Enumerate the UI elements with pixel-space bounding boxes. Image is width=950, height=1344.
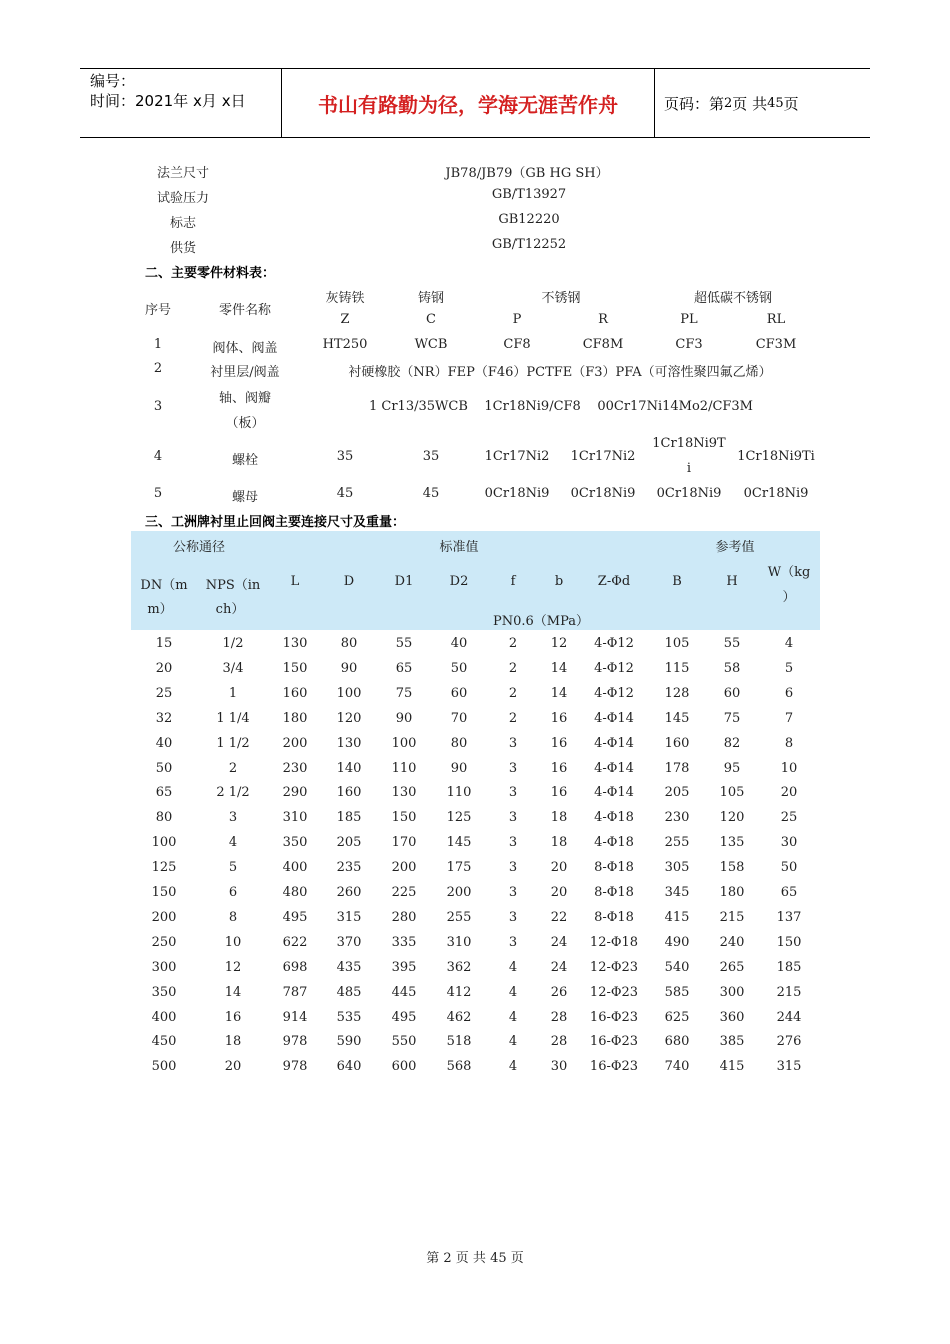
- table-cell: 80: [155, 810, 173, 826]
- table-cell: 158: [719, 860, 745, 876]
- table-cell: 435: [336, 959, 362, 975]
- table-cell: 75: [723, 710, 741, 726]
- table-cell: 150: [776, 934, 802, 950]
- table-cell: 60: [450, 685, 468, 701]
- table-cell: 70: [450, 710, 468, 726]
- table-cell: 622: [282, 934, 308, 950]
- table-cell: 12: [550, 636, 568, 651]
- table-cell: 50: [780, 860, 798, 876]
- table-cell: 240: [719, 934, 745, 950]
- table-cell: 20: [155, 660, 173, 676]
- table-cell: 90: [340, 660, 358, 676]
- table-cell: 485: [336, 984, 362, 1000]
- table-cell: 350: [282, 835, 308, 851]
- col-header-nps: NPS（in: [205, 578, 261, 593]
- code-header: C: [426, 312, 436, 327]
- pressure-label: PN0.6（MPa）: [492, 614, 590, 629]
- table-cell: 500: [151, 1059, 177, 1075]
- table-cell: 20: [550, 860, 568, 876]
- table-cell: 4-Φ12: [594, 636, 634, 651]
- group-header: 铸钢: [417, 291, 445, 306]
- standard-label: 供货: [170, 241, 197, 256]
- col-header: f: [510, 574, 516, 589]
- table-cell: 18: [224, 1034, 242, 1050]
- material-cell: 0Cr18Ni9: [570, 486, 636, 501]
- table-cell: 400: [151, 1009, 177, 1025]
- group-header-standard: 标准值: [439, 540, 479, 555]
- table-cell: 14: [550, 660, 568, 676]
- table-cell: 4: [228, 835, 238, 851]
- table-cell: 128: [664, 685, 690, 701]
- table-cell: 14: [550, 685, 568, 701]
- table-cell: 185: [776, 959, 802, 975]
- table-cell: 362: [446, 959, 472, 975]
- table-cell: 110: [391, 760, 417, 776]
- table-cell: 698: [282, 959, 308, 975]
- table-cell: 8-Φ18: [594, 860, 634, 876]
- table-cell: 58: [723, 660, 741, 676]
- table-cell: 335: [391, 934, 417, 950]
- table-cell: 4-Φ14: [594, 785, 634, 801]
- table-cell: 540: [664, 959, 690, 975]
- group-header: 不锈钢: [541, 291, 581, 306]
- table-cell: 205: [664, 785, 690, 801]
- table-cell: 150: [391, 810, 417, 826]
- code-header: RL: [766, 312, 786, 327]
- table-cell: 4: [508, 1009, 518, 1025]
- material-cell: WCB: [414, 337, 448, 352]
- table-cell: 6: [228, 885, 238, 900]
- table-cell: 130: [282, 636, 308, 651]
- table-cell: 6: [784, 685, 794, 701]
- table-cell: 3: [508, 860, 518, 876]
- table-cell: 235: [336, 860, 362, 876]
- table-cell: 125: [446, 810, 472, 826]
- table-cell: 100: [336, 685, 362, 701]
- table-cell: 450: [151, 1034, 177, 1050]
- table-cell: 40: [450, 636, 468, 651]
- table-cell: 3: [508, 909, 518, 925]
- table-cell: 4-Φ12: [594, 660, 634, 676]
- material-cell: 0Cr18Ni9: [656, 486, 722, 501]
- material-cell: 45: [422, 486, 440, 501]
- material-cell: 0Cr18Ni9: [743, 486, 809, 501]
- table-cell: 200: [151, 909, 177, 925]
- group-header-nominal: 公称通径: [172, 540, 226, 555]
- table-cell: 2: [508, 660, 518, 676]
- table-cell: 215: [776, 984, 802, 1000]
- table-cell: 26: [550, 984, 568, 1000]
- table-cell: 3/4: [222, 660, 244, 676]
- table-cell: 15: [155, 636, 173, 651]
- table-cell: 4-Φ14: [594, 735, 634, 751]
- table-cell: 4-Φ14: [594, 760, 634, 776]
- table-cell: 18: [550, 810, 568, 826]
- header-info: [90, 71, 280, 111]
- table-cell: 65: [155, 785, 173, 801]
- table-cell: 480: [282, 885, 308, 900]
- page-header: [80, 68, 870, 138]
- table-cell: 462: [446, 1009, 472, 1025]
- table-cell: 585: [664, 984, 690, 1000]
- col-header: D2: [449, 574, 469, 589]
- col-header-w: ）: [782, 590, 796, 605]
- table-cell: 32: [155, 710, 173, 726]
- material-cell: CF3M: [755, 337, 797, 352]
- col-header-dn: m）: [147, 602, 173, 617]
- table-cell: 215: [719, 909, 745, 925]
- table-cell: 7: [784, 710, 794, 726]
- table-cell: 55: [395, 636, 413, 651]
- table-cell: 160: [664, 735, 690, 751]
- table-cell: 185: [336, 810, 362, 826]
- material-cell: 1Cr17Ni2: [484, 449, 550, 464]
- table-cell: 5: [784, 660, 794, 676]
- code-header: PL: [680, 312, 698, 327]
- table-cell: 75: [395, 685, 413, 701]
- table-cell: 5: [228, 860, 238, 876]
- material-cell: HT250: [322, 337, 368, 352]
- table-cell: 20: [224, 1059, 242, 1075]
- table-cell: 200: [391, 860, 417, 876]
- table-cell: 3: [508, 785, 518, 801]
- standard-value: GB/T13927: [491, 187, 567, 202]
- standard-value: GB/T12252: [491, 237, 567, 252]
- table-cell: 16: [550, 760, 568, 776]
- table-cell: 160: [282, 685, 308, 701]
- table-cell: 4: [508, 984, 518, 1000]
- table-cell: 4-Φ18: [594, 835, 634, 851]
- col-header: Z-Φd: [597, 574, 631, 589]
- table-cell: 16: [550, 735, 568, 751]
- table-cell: 640: [336, 1059, 362, 1075]
- table-cell: 350: [151, 984, 177, 1000]
- table-cell: 90: [395, 710, 413, 726]
- table-cell: 65: [395, 660, 413, 676]
- col-header-dn: DN（m: [140, 578, 188, 593]
- table-cell: 625: [664, 1009, 690, 1025]
- table-cell: 145: [446, 835, 472, 851]
- standard-value: JB78/JB79（GB HG SH）: [445, 166, 609, 181]
- col-header: D1: [394, 574, 414, 589]
- table-cell: 160: [336, 785, 362, 801]
- table-cell: 680: [664, 1034, 690, 1050]
- table-cell: 10: [780, 760, 798, 776]
- table-cell: 12: [224, 959, 242, 975]
- table-cell: 4: [508, 959, 518, 975]
- standard-label: 试验压力: [157, 191, 210, 206]
- table-cell: 30: [550, 1059, 568, 1075]
- table-cell: 8-Φ18: [594, 885, 634, 900]
- table-cell: 200: [282, 735, 308, 751]
- table-cell: 2: [508, 636, 518, 651]
- table-cell: 244: [776, 1009, 802, 1025]
- material-cell: CF8M: [582, 337, 624, 352]
- table-cell: 495: [391, 1009, 417, 1025]
- table-cell: 110: [446, 785, 472, 801]
- row-part: 衬里层/阀盖: [210, 365, 280, 380]
- table-cell: 300: [719, 984, 745, 1000]
- table-cell: 395: [391, 959, 417, 975]
- table-cell: 28: [550, 1009, 568, 1025]
- table-cell: 265: [719, 959, 745, 975]
- table-cell: 12-Φ23: [589, 959, 639, 975]
- time-line: 时间：2021年 x月 x日: [90, 92, 246, 110]
- table-cell: 135: [719, 835, 745, 851]
- table-cell: 3: [228, 810, 238, 826]
- col-header: H: [726, 574, 738, 589]
- table-cell: 8: [784, 735, 794, 751]
- row-seq: 1: [153, 337, 163, 352]
- table-cell: 518: [446, 1034, 472, 1050]
- table-cell: 2: [508, 685, 518, 701]
- table-cell: 24: [550, 934, 568, 950]
- table-cell: 65: [780, 885, 798, 900]
- table-cell: 50: [450, 660, 468, 676]
- page-indicator: 页码：第 2 页 共 45 页: [664, 94, 799, 113]
- table-cell: 3: [508, 810, 518, 826]
- table-cell: 180: [719, 885, 745, 900]
- table-cell: 125: [151, 860, 177, 876]
- table-cell: 490: [664, 934, 690, 950]
- col-header: L: [290, 574, 300, 589]
- table-cell: 80: [340, 636, 358, 651]
- table-cell: 255: [446, 909, 472, 925]
- table-cell: 568: [446, 1059, 472, 1075]
- table-cell: 276: [776, 1034, 802, 1050]
- table-cell: 415: [664, 909, 690, 925]
- section-title-materials: 二、主要零件材料表：: [145, 266, 276, 281]
- table-cell: 978: [282, 1034, 308, 1050]
- table-cell: 10: [224, 934, 242, 950]
- table-cell: 130: [336, 735, 362, 751]
- code-header: R: [598, 312, 608, 327]
- table-cell: 80: [450, 735, 468, 751]
- motto-box: [281, 69, 655, 137]
- table-cell: 3: [508, 885, 518, 900]
- table-cell: 4: [508, 1059, 518, 1075]
- table-cell: 345: [664, 885, 690, 900]
- table-cell: 3: [508, 760, 518, 776]
- material-span: 衬硬橡胶（NR）FEP（F46）PCTFE（F3）PFA（可溶性聚四氟乙烯）: [348, 365, 772, 380]
- row-seq: 5: [153, 486, 163, 501]
- table-cell: 40: [155, 735, 173, 751]
- table-cell: 22: [550, 909, 568, 925]
- material-cell: CF3: [675, 337, 703, 352]
- col-header-w: W（kg: [767, 565, 811, 580]
- col-header-part: 零件名称: [218, 303, 272, 318]
- table-cell: 300: [151, 959, 177, 975]
- material-cell: 35: [336, 449, 354, 464]
- table-cell: 100: [151, 835, 177, 851]
- col-header: B: [672, 574, 682, 589]
- table-cell: 25: [780, 810, 798, 826]
- table-cell: 4-Φ14: [594, 710, 634, 726]
- table-cell: 787: [282, 984, 308, 1000]
- table-cell: 175: [446, 860, 472, 876]
- table-cell: 16: [550, 785, 568, 801]
- table-cell: 115: [664, 660, 690, 676]
- material-cell: 1Cr18Ni9Ti: [737, 449, 815, 464]
- table-cell: 740: [664, 1059, 690, 1075]
- table-cell: 150: [151, 885, 177, 900]
- group-header-reference: 参考值: [715, 540, 755, 555]
- table-cell: 4-Φ12: [594, 685, 634, 701]
- table-cell: 255: [664, 835, 690, 851]
- table-cell: 130: [391, 785, 417, 801]
- material-cell: 1Cr17Ni2: [570, 449, 636, 464]
- table-cell: 260: [336, 885, 362, 900]
- standard-label: 法兰尺寸: [157, 166, 210, 181]
- table-cell: 280: [391, 909, 417, 925]
- table-cell: 305: [664, 860, 690, 876]
- table-cell: 25: [155, 685, 173, 701]
- table-cell: 30: [780, 835, 798, 851]
- table-cell: 1 1/2: [216, 735, 250, 751]
- material-cell: i: [686, 461, 692, 476]
- table-cell: 495: [282, 909, 308, 925]
- table-cell: 4-Φ18: [594, 810, 634, 826]
- table-cell: 2 1/2: [216, 785, 250, 801]
- table-cell: 200: [446, 885, 472, 900]
- row-part: 阀体、阀盖: [212, 341, 278, 356]
- table-cell: 290: [282, 785, 308, 801]
- table-cell: 16-Φ23: [589, 1034, 639, 1050]
- table-cell: 145: [664, 710, 690, 726]
- table-cell: 230: [664, 810, 690, 826]
- table-cell: 18: [550, 835, 568, 851]
- table-cell: 3: [508, 835, 518, 851]
- table-cell: 16-Φ23: [589, 1059, 639, 1075]
- table-cell: 105: [664, 636, 690, 651]
- table-cell: 20: [550, 885, 568, 900]
- col-header: b: [554, 574, 564, 589]
- table-cell: 8-Φ18: [594, 909, 634, 925]
- material-cell: 35: [422, 449, 440, 464]
- table-cell: 28: [550, 1034, 568, 1050]
- table-cell: 170: [391, 835, 417, 851]
- table-cell: 16: [224, 1009, 242, 1025]
- page-footer: 第 2 页 共 45 页: [426, 1251, 524, 1266]
- row-part: 轴、阀瓣: [218, 391, 272, 406]
- table-cell: 12-Φ23: [589, 984, 639, 1000]
- table-cell: 205: [336, 835, 362, 851]
- table-cell: 600: [391, 1059, 417, 1075]
- table-cell: 914: [282, 1009, 308, 1025]
- material-cell: 45: [336, 486, 354, 501]
- table-cell: 360: [719, 1009, 745, 1025]
- table-cell: 8: [228, 909, 238, 925]
- table-cell: 50: [155, 760, 173, 776]
- table-cell: 16: [550, 710, 568, 726]
- code-header: Z: [340, 312, 350, 327]
- table-cell: 3: [508, 735, 518, 751]
- col-header-seq: 序号: [144, 303, 172, 318]
- table-cell: 385: [719, 1034, 745, 1050]
- table-cell: 150: [282, 660, 308, 676]
- table-cell: 230: [282, 760, 308, 776]
- code-label: 编号：: [90, 72, 136, 90]
- table-cell: 24: [550, 959, 568, 975]
- table-cell: 178: [664, 760, 690, 776]
- row-part: 螺栓: [231, 453, 259, 468]
- table-cell: 3: [508, 934, 518, 950]
- table-cell: 4: [508, 1034, 518, 1050]
- material-cell: CF8: [503, 337, 531, 352]
- code-header: P: [512, 312, 522, 327]
- table-cell: 978: [282, 1059, 308, 1075]
- table-cell: 60: [723, 685, 741, 701]
- table-cell: 590: [336, 1034, 362, 1050]
- table-cell: 180: [282, 710, 308, 726]
- table-cell: 310: [282, 810, 308, 826]
- table-cell: 225: [391, 885, 417, 900]
- table-cell: 1: [228, 685, 238, 701]
- motto: 书山有路勤为径，学海无涯苦作舟: [318, 92, 618, 117]
- group-header: 超低碳不锈钢: [693, 291, 773, 306]
- group-header: 灰铸铁: [325, 291, 365, 306]
- table-cell: 250: [151, 934, 177, 950]
- table-cell: 2: [228, 760, 238, 776]
- col-header: D: [343, 574, 355, 589]
- standard-label: 标志: [170, 216, 197, 231]
- table-cell: 120: [336, 710, 362, 726]
- row-part: （板）: [225, 416, 265, 431]
- material-cell: 0Cr18Ni9: [484, 486, 550, 501]
- table-cell: 400: [282, 860, 308, 876]
- row-seq: 4: [153, 449, 163, 464]
- material-cell: 1Cr18Ni9T: [652, 436, 726, 451]
- table-cell: 1 1/4: [216, 710, 250, 726]
- standard-value: GB12220: [498, 212, 560, 227]
- table-cell: 1/2: [222, 636, 244, 651]
- table-cell: 550: [391, 1034, 417, 1050]
- row-part: 螺母: [231, 490, 259, 505]
- table-cell: 20: [780, 785, 798, 801]
- table-cell: 140: [336, 760, 362, 776]
- table-cell: 2: [508, 710, 518, 726]
- table-cell: 137: [776, 909, 802, 925]
- material-span: 1 Cr13/35WCB 1Cr18Ni9/CF8 00Cr17Ni14Mo2/CF3M: [368, 399, 754, 414]
- table-cell: 55: [723, 636, 741, 651]
- table-cell: 445: [391, 984, 417, 1000]
- table-cell: 90: [450, 760, 468, 776]
- table-cell: 412: [446, 984, 472, 1000]
- table-cell: 14: [224, 984, 242, 1000]
- table-cell: 105: [719, 785, 745, 801]
- table-cell: 100: [391, 735, 417, 751]
- table-cell: 12-Φ18: [589, 934, 639, 950]
- row-seq: 3: [153, 399, 163, 414]
- table-cell: 310: [446, 934, 472, 950]
- table-cell: 95: [723, 760, 741, 776]
- table-cell: 16-Φ23: [589, 1009, 639, 1025]
- table-cell: 315: [336, 909, 362, 925]
- section-title-dimensions: 三、工洲牌衬里止回阀主要连接尺寸及重量：: [145, 515, 406, 530]
- table-cell: 120: [719, 810, 745, 826]
- col-header-nps: ch）: [215, 602, 245, 617]
- table-cell: 4: [784, 636, 794, 651]
- table-cell: 82: [723, 735, 741, 751]
- table-cell: 415: [719, 1059, 745, 1075]
- table-cell: 315: [776, 1059, 802, 1075]
- row-seq: 2: [153, 361, 163, 376]
- table-cell: 535: [336, 1009, 362, 1025]
- table-cell: 370: [336, 934, 362, 950]
